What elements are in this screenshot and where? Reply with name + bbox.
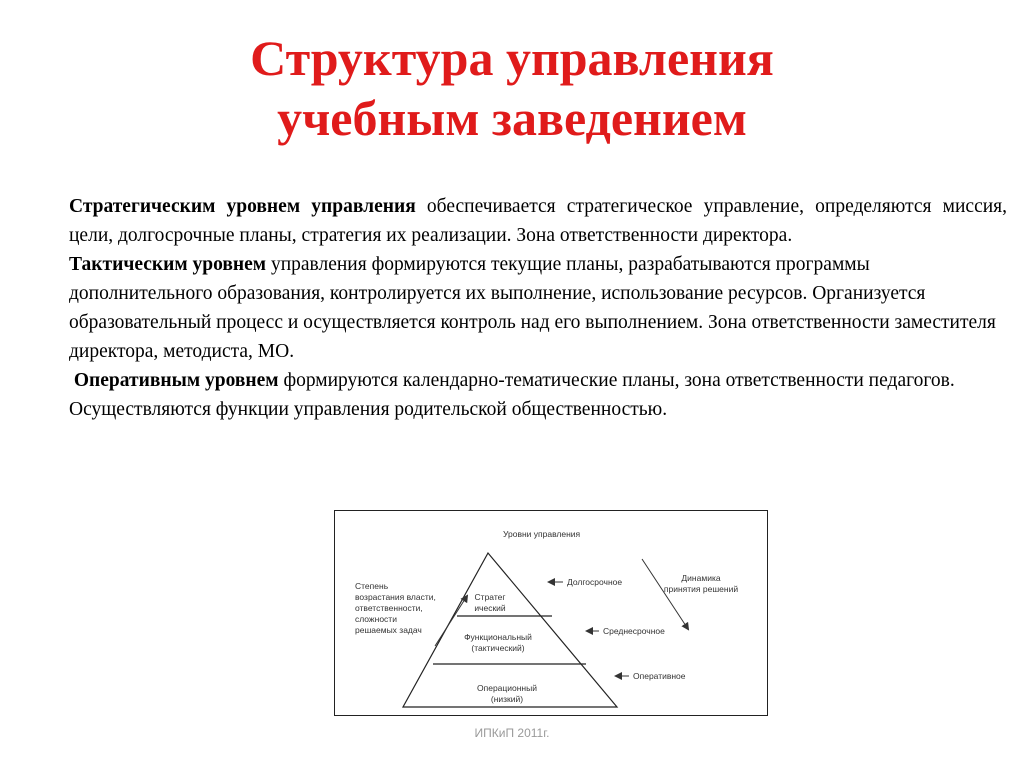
level-top-line-2: ический bbox=[474, 603, 506, 613]
level-middle-line-1: Функциональный bbox=[464, 632, 532, 642]
level-top-line-1: Стратег bbox=[474, 592, 506, 602]
left-label-line-5: решаемых задач bbox=[355, 625, 422, 635]
body-text bbox=[69, 192, 1007, 424]
title-line-2: учебным заведением bbox=[277, 90, 747, 146]
diagram-header: Уровни управления bbox=[503, 529, 581, 539]
level-bottom-line-2: (низкий) bbox=[490, 694, 524, 704]
management-levels-diagram bbox=[334, 510, 768, 716]
left-label-line-4: сложности bbox=[355, 614, 397, 624]
paragraph-operative bbox=[69, 366, 1007, 424]
horizon-medium: Среднесрочное bbox=[603, 626, 665, 636]
paragraph-strategic-lead: Стратегическим уровнем управления bbox=[69, 196, 416, 217]
diagram-canvas bbox=[335, 511, 767, 715]
left-label-line-1: Степень bbox=[355, 581, 389, 591]
paragraph-tactical bbox=[69, 250, 1007, 366]
paragraph-operative-text: формируются календарно-тематические планы, зона ответственности педагогов. Осуществляются функции управления родительской общественностью. bbox=[69, 370, 955, 420]
paragraph-tactical-lead: Тактическим уровнем bbox=[69, 254, 267, 275]
right-label-line-2: принятия решений bbox=[663, 584, 739, 594]
right-label-line-1: Динамика bbox=[681, 573, 721, 583]
footer-credit: ИПКиП 2011г. bbox=[474, 726, 550, 740]
slide-title bbox=[0, 28, 1024, 148]
power-growth-arrow bbox=[435, 596, 467, 646]
level-middle-line-2: (тактический) bbox=[471, 643, 525, 653]
level-bottom-line-1: Операционный bbox=[477, 683, 537, 693]
horizon-operative: Оперативное bbox=[633, 671, 686, 681]
paragraph-tactical-text: управления формируются текущие планы, разрабатываются программы дополнительного образования, контролируется их выполнение, использование ресурсов. Организуется образовательный процесс и осуществляется контроль над его выполнением. Зона ответственности заместителя директора, методиста, МО. bbox=[69, 254, 996, 362]
left-label-line-2: возрастания власти, bbox=[355, 592, 436, 602]
horizon-long: Долгосрочное bbox=[567, 577, 623, 587]
paragraph-operative-lead: Оперативным уровнем bbox=[73, 370, 279, 391]
paragraph-strategic bbox=[69, 192, 1007, 250]
left-label-line-3: ответственности, bbox=[355, 603, 423, 613]
title-line-1: Структура управления bbox=[250, 30, 774, 86]
decision-dynamics-arrow bbox=[642, 559, 688, 629]
paragraph-strategic-text: обеспечивается стратегическое управление, определяются миссия, цели, долгосрочные планы, стратегия их реализации. Зона ответственности директора. bbox=[69, 196, 1007, 246]
